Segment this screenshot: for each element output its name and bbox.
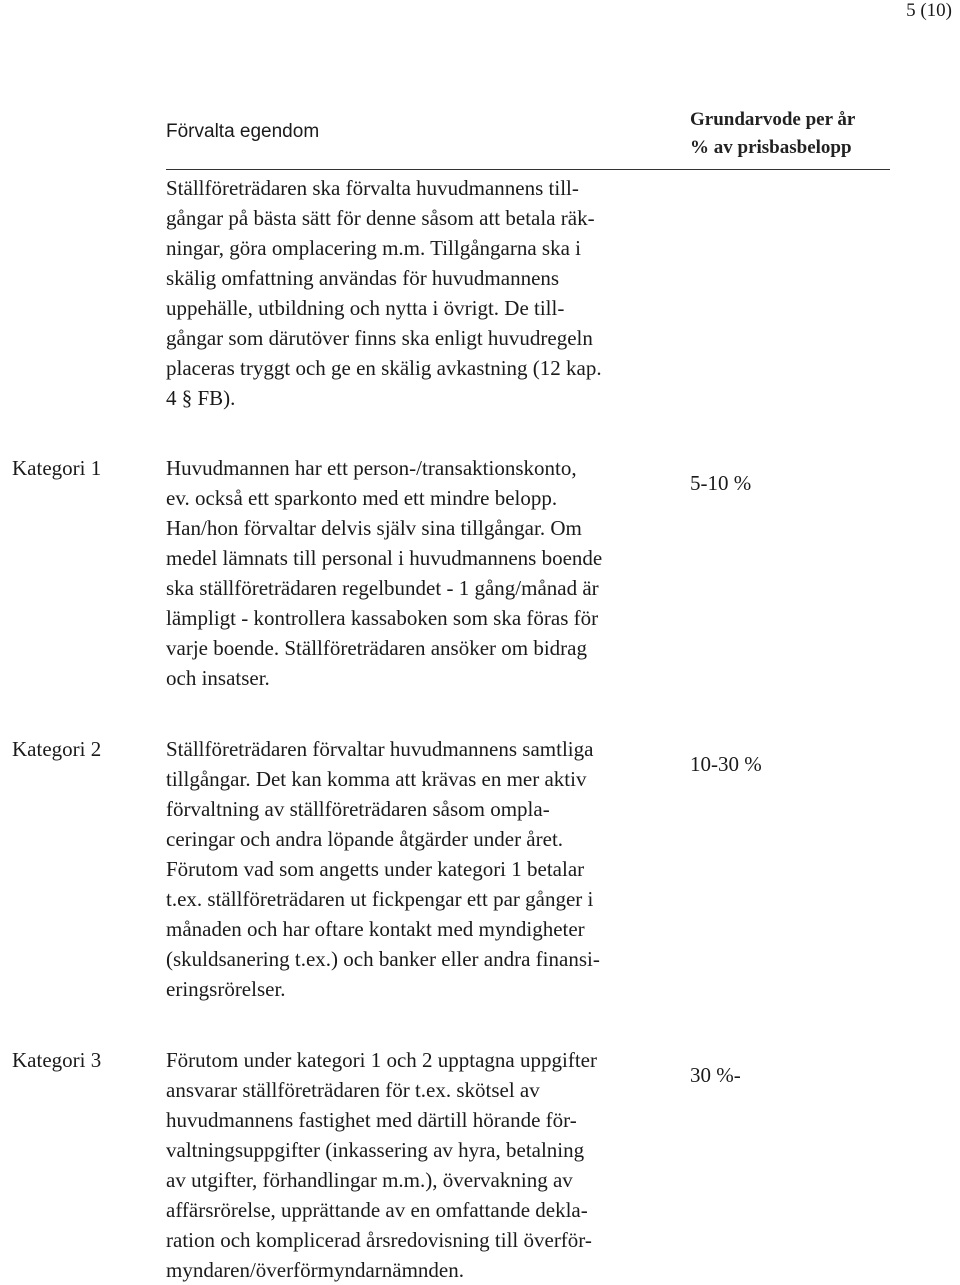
intro-paragraph: Ställföreträdaren ska förvalta huvudmannens till- gångar på bästa sätt för denne såsom att betala räk- ningar, göra omplacering m.m. Tillgångarna ska i skälig omfattning användas för huvudmannens uppehälle, utbildning och nytta i övrigt. De till- gångar som därutöver finns ska enligt huvudregeln placeras tryggt och ge en skälig avkastning (12 kap. 4 § FB). bbox=[166, 176, 602, 410]
page-number: 5 (10) bbox=[906, 0, 952, 21]
category-2-rate: 10-30 % bbox=[690, 752, 762, 776]
column-header-line-2: % av prisbasbelopp bbox=[690, 137, 852, 158]
category-1-label: Kategori 1 bbox=[12, 456, 102, 480]
category-1-rate: 5-10 % bbox=[690, 471, 752, 495]
column-header-line-1: Grundarvode per år bbox=[690, 109, 856, 130]
header-divider bbox=[166, 169, 890, 170]
category-3-label: Kategori 3 bbox=[12, 1048, 102, 1072]
column-header bbox=[690, 106, 855, 162]
section-title: Förvalta egendom bbox=[166, 121, 320, 142]
category-3-description: Förutom under kategori 1 och 2 upptagna uppgifter ansvarar ställföreträdaren för t.ex. skötsel av huvudmannens fastighet med därtill hörande för- valtningsuppgifter (inkassering av hyra, betalning av utgifter, förhandlingar m.m.), övervakning av affärsrörelse, upprättande av en omfattande dekla- ration och komplicerad årsredovisning till överför- myndaren/överförmyndarnämnden. bbox=[166, 1048, 597, 1282]
category-2-label: Kategori 2 bbox=[12, 737, 102, 761]
category-3-rate: 30 %- bbox=[690, 1063, 741, 1087]
category-1-description: Huvudmannen har ett person-/transaktionskonto, ev. också ett sparkonto med ett mindre belopp. Han/hon förvaltar delvis själv sina tillgångar. Om medel lämnats till personal i huvudmannens boende ska ställföreträdaren regelbundet - 1 gång/månad är lämpligt - kontrollera kassaboken som ska föras för varje boende. Ställföreträdaren ansöker om bidrag och insatser. bbox=[166, 456, 603, 690]
category-2-description: Ställföreträdaren förvaltar huvudmannens samtliga tillgångar. Det kan komma att krävas en mer aktiv förvaltning av ställföreträdaren såsom ompla- ceringar och andra löpande åtgärder under året. Förutom vad som angetts under kategori 1 betalar t.ex. ställföreträdaren ut fickpengar ett par gånger i månaden och har oftare kontakt med myndigheter (skuldsanering t.ex.) och banker eller andra finansi- eringsrörelser. bbox=[166, 737, 600, 1001]
